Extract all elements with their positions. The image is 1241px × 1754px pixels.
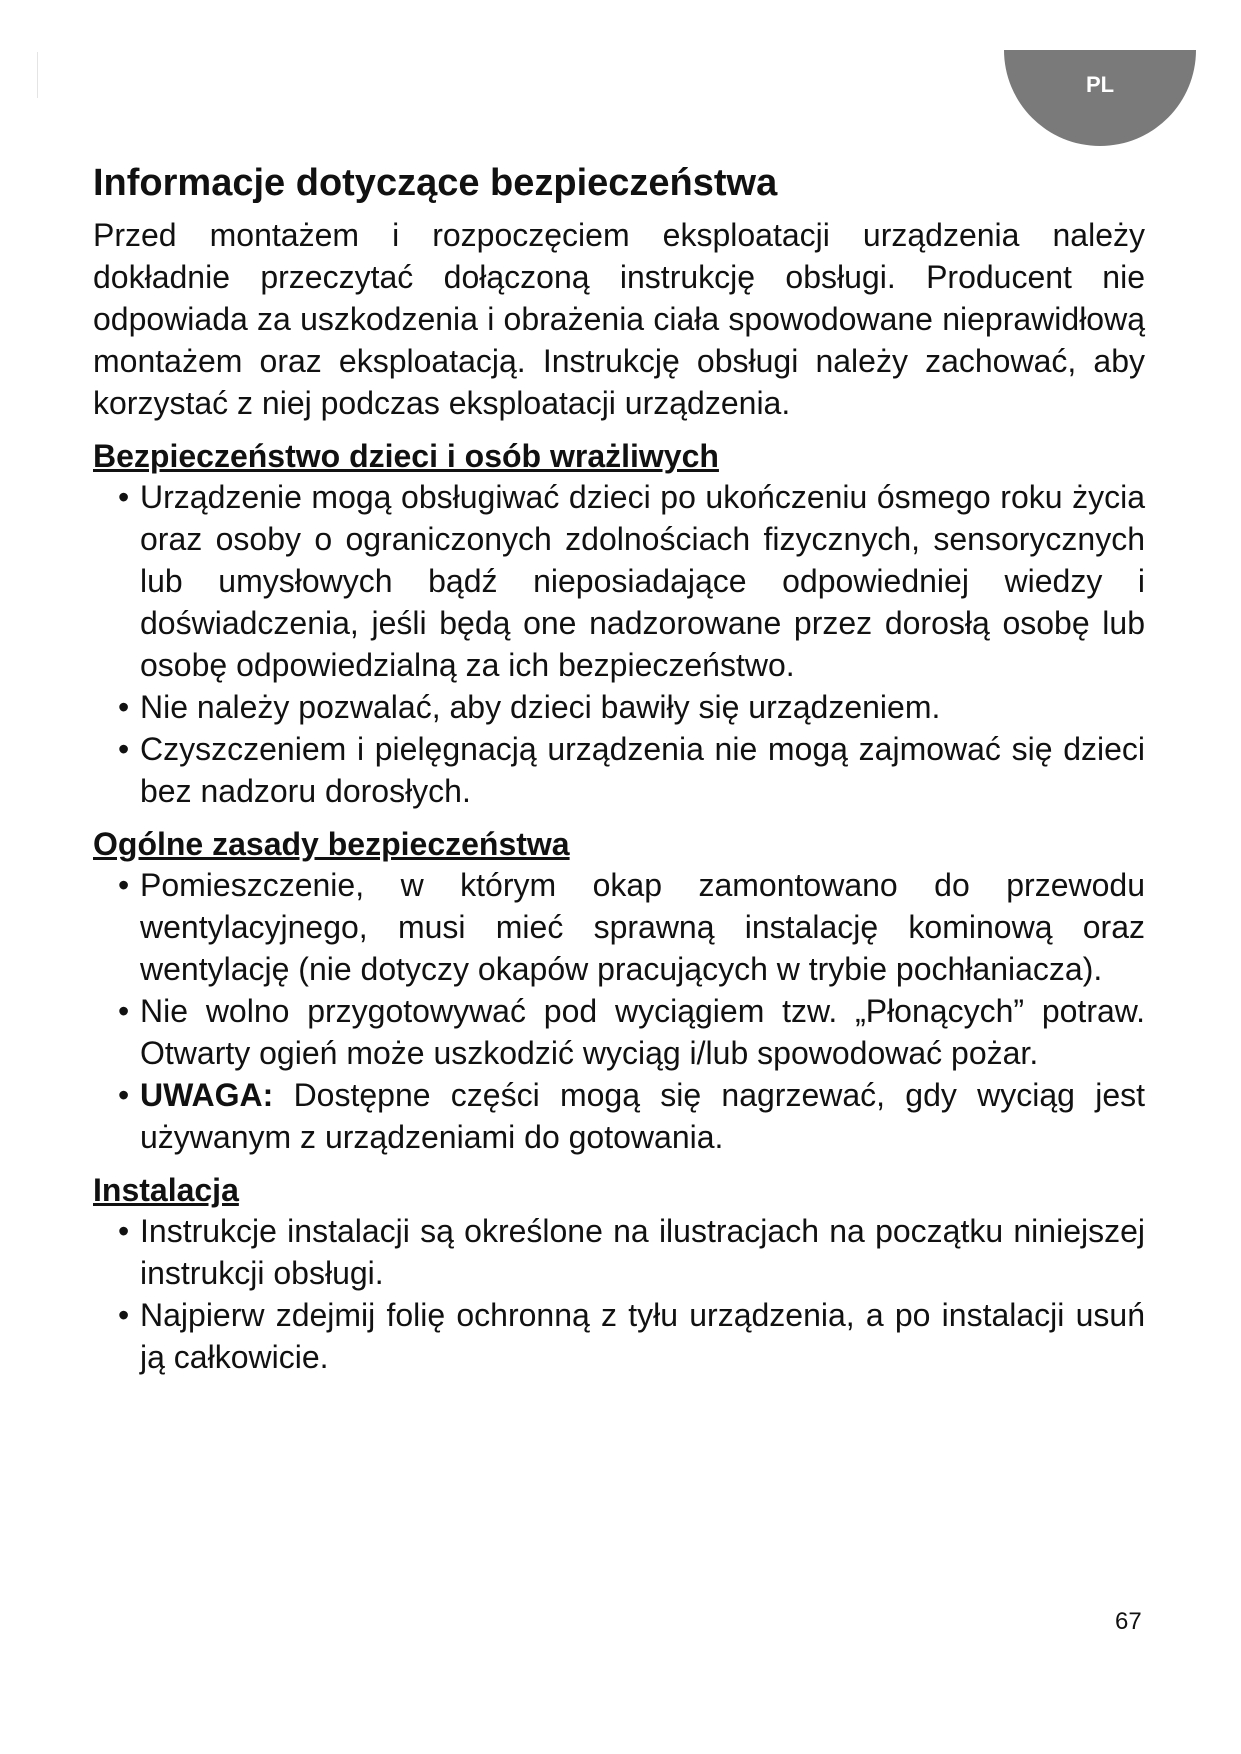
language-badge xyxy=(1004,50,1196,146)
bullet-icon: • xyxy=(118,867,130,903)
section-installation xyxy=(93,1170,1145,1378)
bullet-icon: • xyxy=(118,731,130,767)
language-badge-label: PL xyxy=(1085,72,1115,97)
list-item-text: Nie wolno przygotowywać pod wyciągiem tzw. „Płonących” potraw. Otwarty ogień może uszkodzić wyciąg i/lub spowodować pożar. xyxy=(140,993,1145,1071)
bullet-icon: • xyxy=(118,479,130,515)
section-general-safety xyxy=(93,824,1145,1158)
intro-paragraph: Przed montażem i rozpoczęciem eksploatacji urządzenia należy dokładnie przeczytać dołączoną instrukcję obsługi. Producent nie odpowiada za uszkodzenia i obrażenia ciała spowodowane nieprawidłową montażem oraz eksploatacją. Instrukcję obsługi należy zachować, aby korzystać z niej podczas eksploatacji urządzenia. xyxy=(93,217,1145,421)
section-heading: Instalacja xyxy=(93,1172,239,1208)
list-item xyxy=(93,990,1145,1074)
page-edge-mark xyxy=(37,52,38,98)
list-item-text: Urządzenie mogą obsługiwać dzieci po ukończeniu ósmego roku życia oraz osoby o ograniczonych zdolnościach fizycznych, sensorycznych lub umysłowych bądź nieposiadające odpowiedniej wiedzy i doświadczenia, jeśli będą one nadzorowane przez dorosłą osobę lub osobę odpowiedzialną za ich bezpieczeństwo. xyxy=(140,479,1145,683)
bullet-icon: • xyxy=(118,1077,130,1113)
list-item-warning xyxy=(93,1074,1145,1158)
list-item xyxy=(93,728,1145,812)
list-item xyxy=(93,476,1145,686)
section-child-safety xyxy=(93,436,1145,812)
bullet-icon: • xyxy=(118,993,130,1029)
page-title: Informacje dotyczące bezpieczeństwa xyxy=(93,162,778,204)
section-heading: Ogólne zasady bezpieczeństwa xyxy=(93,826,570,862)
warning-text: Dostępne części mogą się nagrzewać, gdy wyciąg jest używanym z urządzeniami do gotowania. xyxy=(140,1077,1145,1155)
document-body xyxy=(93,160,1145,1378)
list-item xyxy=(93,686,1145,728)
page-number: 67 xyxy=(1115,1608,1142,1635)
list-item-text: Najpierw zdejmij folię ochronną z tyłu urządzenia, a po instalacji usuń ją całkowicie. xyxy=(140,1297,1145,1375)
list-item-text: Czyszczeniem i pielęgnacją urządzenia nie mogą zajmować się dzieci bez nadzoru dorosłych. xyxy=(140,731,1145,809)
list-item xyxy=(93,864,1145,990)
bullet-list xyxy=(93,1210,1145,1378)
list-item-text: Nie należy pozwalać, aby dzieci bawiły się urządzeniem. xyxy=(140,689,941,725)
warning-label: UWAGA: xyxy=(140,1077,274,1113)
list-item-text: Pomieszczenie, w którym okap zamontowano do przewodu wentylacyjnego, musi mieć sprawną instalację kominową oraz wentylację (nie dotyczy okapów pracujących w trybie pochłaniacza). xyxy=(140,867,1145,987)
list-item-text: Instrukcje instalacji są określone na ilustracjach na początku niniejszej instrukcji obsługi. xyxy=(140,1213,1145,1291)
section-heading: Bezpieczeństwo dzieci i osób wrażliwych xyxy=(93,438,719,474)
bullet-icon: • xyxy=(118,1297,130,1333)
bullet-icon: • xyxy=(118,1213,130,1249)
list-item xyxy=(93,1294,1145,1378)
list-item xyxy=(93,1210,1145,1294)
bullet-list xyxy=(93,864,1145,1158)
bullet-list xyxy=(93,476,1145,812)
bullet-icon: • xyxy=(118,689,130,725)
